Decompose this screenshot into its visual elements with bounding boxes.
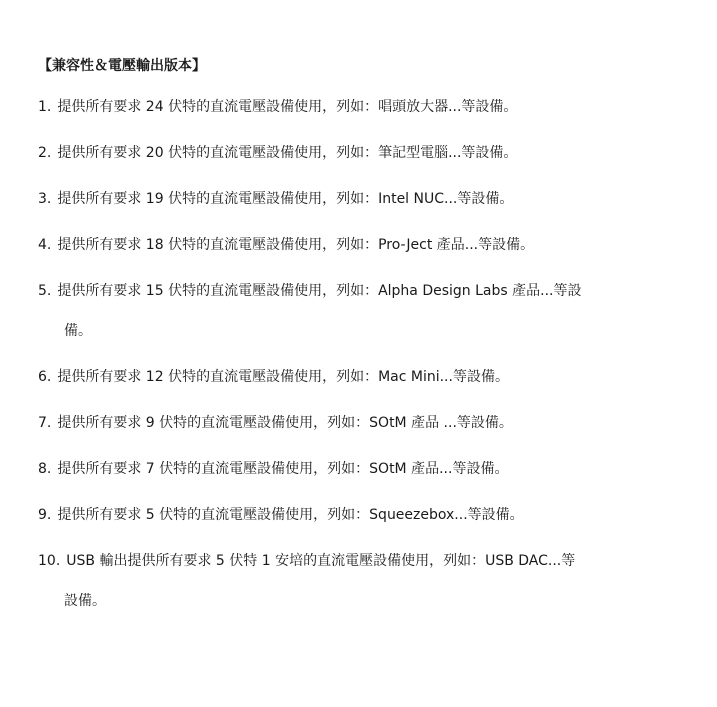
list-item <box>38 97 517 117</box>
list-item <box>38 189 513 209</box>
list-item <box>38 143 517 163</box>
list-item <box>38 235 534 255</box>
list-item-text: 提供所有要求 19 伏特的直流電壓設備使用，列如：Intel NUC...等設備。 <box>57 191 514 207</box>
list-item-number: 9. <box>38 507 52 523</box>
list-item-number: 4. <box>38 237 52 253</box>
list-item <box>38 459 508 479</box>
list-item-number: 7. <box>38 415 52 431</box>
list-item-text: 提供所有要求 20 伏特的直流電壓設備使用，列如：筆記型電腦...等設備。 <box>57 145 518 161</box>
list-item <box>38 367 509 387</box>
list-item-text: USB 輸出提供所有要求 5 伏特 1 安培的直流電壓設備使用，列如：USB DAC...等 <box>66 553 576 569</box>
list-item-number: 1. <box>38 99 52 115</box>
list-item-continuation: 備。 <box>64 323 92 339</box>
list-item-text: 提供所有要求 9 伏特的直流電壓設備使用，列如：SOtM 產品 ...等設備。 <box>57 415 513 431</box>
list-item-text: 提供所有要求 24 伏特的直流電壓設備使用，列如：唱頭放大器...等設備。 <box>57 99 518 115</box>
list-item-number: 8. <box>38 461 52 477</box>
list-item-text: 提供所有要求 15 伏特的直流電壓設備使用，列如：Alpha Design Labs 產品...等設 <box>57 283 582 299</box>
list-item-number: 6. <box>38 369 52 385</box>
list-item <box>38 413 513 433</box>
list-item-text: 提供所有要求 5 伏特的直流電壓設備使用，列如：Squeezebox...等設備。 <box>57 507 524 523</box>
section-heading: 【兼容性＆電壓輸出版本】 <box>38 58 206 74</box>
list-item-continuation: 設備。 <box>64 593 106 609</box>
list-item-text: 提供所有要求 12 伏特的直流電壓設備使用，列如：Mac Mini...等設備。 <box>57 369 509 385</box>
list-item-text: 提供所有要求 18 伏特的直流電壓設備使用，列如：Pro-Ject 產品...等設備。 <box>57 237 535 253</box>
list-item-number: 5. <box>38 283 52 299</box>
list-item-text: 提供所有要求 7 伏特的直流電壓設備使用，列如：SOtM 產品...等設備。 <box>57 461 509 477</box>
list-item-number: 2. <box>38 145 52 161</box>
list-item <box>38 505 524 525</box>
list-item-number: 3. <box>38 191 52 207</box>
list-item <box>38 281 581 301</box>
list-item-number: 10. <box>38 553 61 569</box>
list-item <box>38 551 575 571</box>
